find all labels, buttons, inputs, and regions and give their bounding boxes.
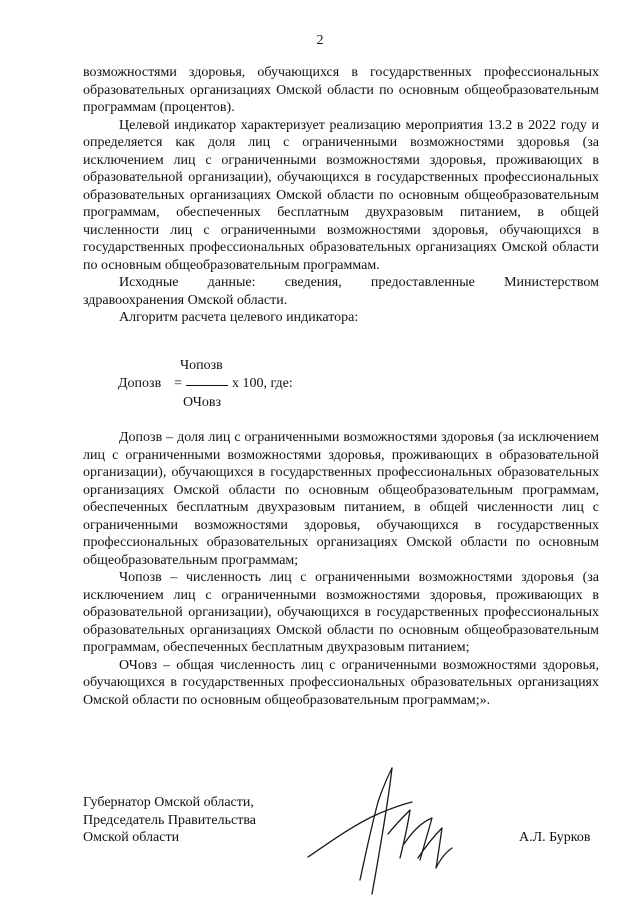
paragraph-source-data: Исходные данные: сведения, предоставленные Министерством здравоохранения Омской области. [83,275,599,308]
formula-lhs: Допозв [118,376,162,391]
formula [118,358,378,413]
paragraph-continuation: возможностями здоровья, обучающихся в государственных профессиональных образовательных организациях Омской области по основным общеобразовательным программам (процентов). [83,65,599,115]
main-text [83,64,599,327]
paragraph-algorithm-intro: Алгоритм расчета целевого индикатора: [119,310,359,325]
handwritten-signature [300,762,490,902]
signer-title-line: Губернатор Омской области, [83,795,254,810]
formula-numerator: Чопозв [180,358,223,373]
signer-title-line: Омской области [83,830,180,845]
formula-equals: = [174,376,182,391]
page-number: 2 [316,33,324,48]
definition-chopozv: Чопозв – численность лиц с ограниченными возможностями здоровья (за исключением лиц с ограниченными возможностями здоровья, проживающих в образовательной организации), обучающихся в государственных профессиональных образовательных организациях Омской области по основным общеобразовательным программам, обеспеченных бесплатным двухразовым питанием; [83,570,599,655]
definitions [83,429,599,709]
paragraph-indicator-description: Целевой индикатор характеризует реализацию мероприятия 13.2 в 2022 году и определяется как доля лиц с ограниченными возможностями здоровья (за исключением лиц с ограниченными возможностями здоровья, проживающих в образовательной организации), обучающихся в государственных профессиональных образовательных организациях Омской области по основным общеобразовательным программам, обеспеченных бесплатным двухразовым питанием, в общей численности лиц с ограниченными возможностями здоровья, обучающихся в государственных профессиональных образовательных организациях Омской области по основным общеобразовательным программам. [83,117,599,273]
definition-dopozv: Допозв – доля лиц с ограниченными возможностями здоровья (за исключением лиц с ограниченными возможностями здоровья, проживающих в образовательной организации), обучающихся в государственных профессиональных образовательных организациях Омской области по основным общеобразовательным программам, обеспеченных бесплатным двухразовым питанием, в общей численности лиц с ограниченными возможностями здоровья, обучающихся в государственных профессиональных образовательных организациях Омской области по основным общеобразовательным программам; [83,430,599,568]
formula-denominator: ОЧовз [183,395,222,410]
signer-name: А.Л. Бурков [519,830,591,845]
formula-tail: х 100, где: [232,376,293,391]
formula-fraction-bar [186,385,228,386]
signer-title-line: Председатель Правительства [83,812,256,828]
definition-ochovz: ОЧовз – общая численность лиц с ограниченными возможностями здоровья, обучающихся в государственных профессиональных образовательных организациях Омской области по основным общеобразовательным программам;». [83,657,599,708]
signer-title [83,794,256,847]
